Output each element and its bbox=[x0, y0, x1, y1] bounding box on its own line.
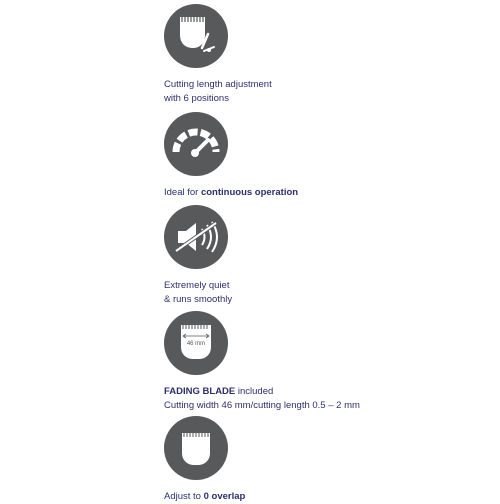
feature-cutting-length bbox=[164, 4, 494, 106]
cutting-length-comb-icon bbox=[164, 4, 228, 68]
caption-line: & runs smoothly bbox=[164, 294, 233, 305]
caption-line: Cutting length adjustment bbox=[164, 79, 272, 90]
caption-line bbox=[164, 490, 494, 504]
fading-blade-icon bbox=[164, 311, 228, 375]
feature-caption bbox=[164, 186, 494, 200]
feature-fading-blade bbox=[164, 311, 494, 413]
caption-line: with 6 positions bbox=[164, 93, 229, 104]
feature-caption bbox=[164, 78, 494, 106]
quiet-sound-icon bbox=[164, 205, 228, 269]
feature-zero-overlap bbox=[164, 416, 494, 504]
caption-line: Cutting width 46 mm/cutting length 0.5 – 2 mm bbox=[164, 400, 360, 411]
caption-prefix: Ideal for bbox=[164, 187, 201, 198]
blade-width-label: 46 mm bbox=[186, 341, 206, 347]
feature-caption bbox=[164, 279, 494, 307]
feature-caption bbox=[164, 490, 494, 504]
feature-quiet bbox=[164, 205, 494, 307]
caption-line bbox=[164, 385, 494, 399]
caption-line: Extremely quiet bbox=[164, 280, 230, 291]
blade-overlap-icon bbox=[164, 416, 228, 480]
caption-suffix: included bbox=[235, 386, 274, 397]
caption-line bbox=[164, 186, 494, 200]
caption-prefix: Adjust to bbox=[164, 491, 204, 502]
feature-caption bbox=[164, 385, 494, 413]
caption-bold: FADING BLADE bbox=[164, 386, 236, 397]
speedometer-icon bbox=[164, 112, 228, 176]
caption-bold: 0 overlap bbox=[203, 491, 246, 502]
caption-bold: continuous operation bbox=[200, 187, 299, 198]
feature-continuous-operation bbox=[164, 112, 494, 200]
